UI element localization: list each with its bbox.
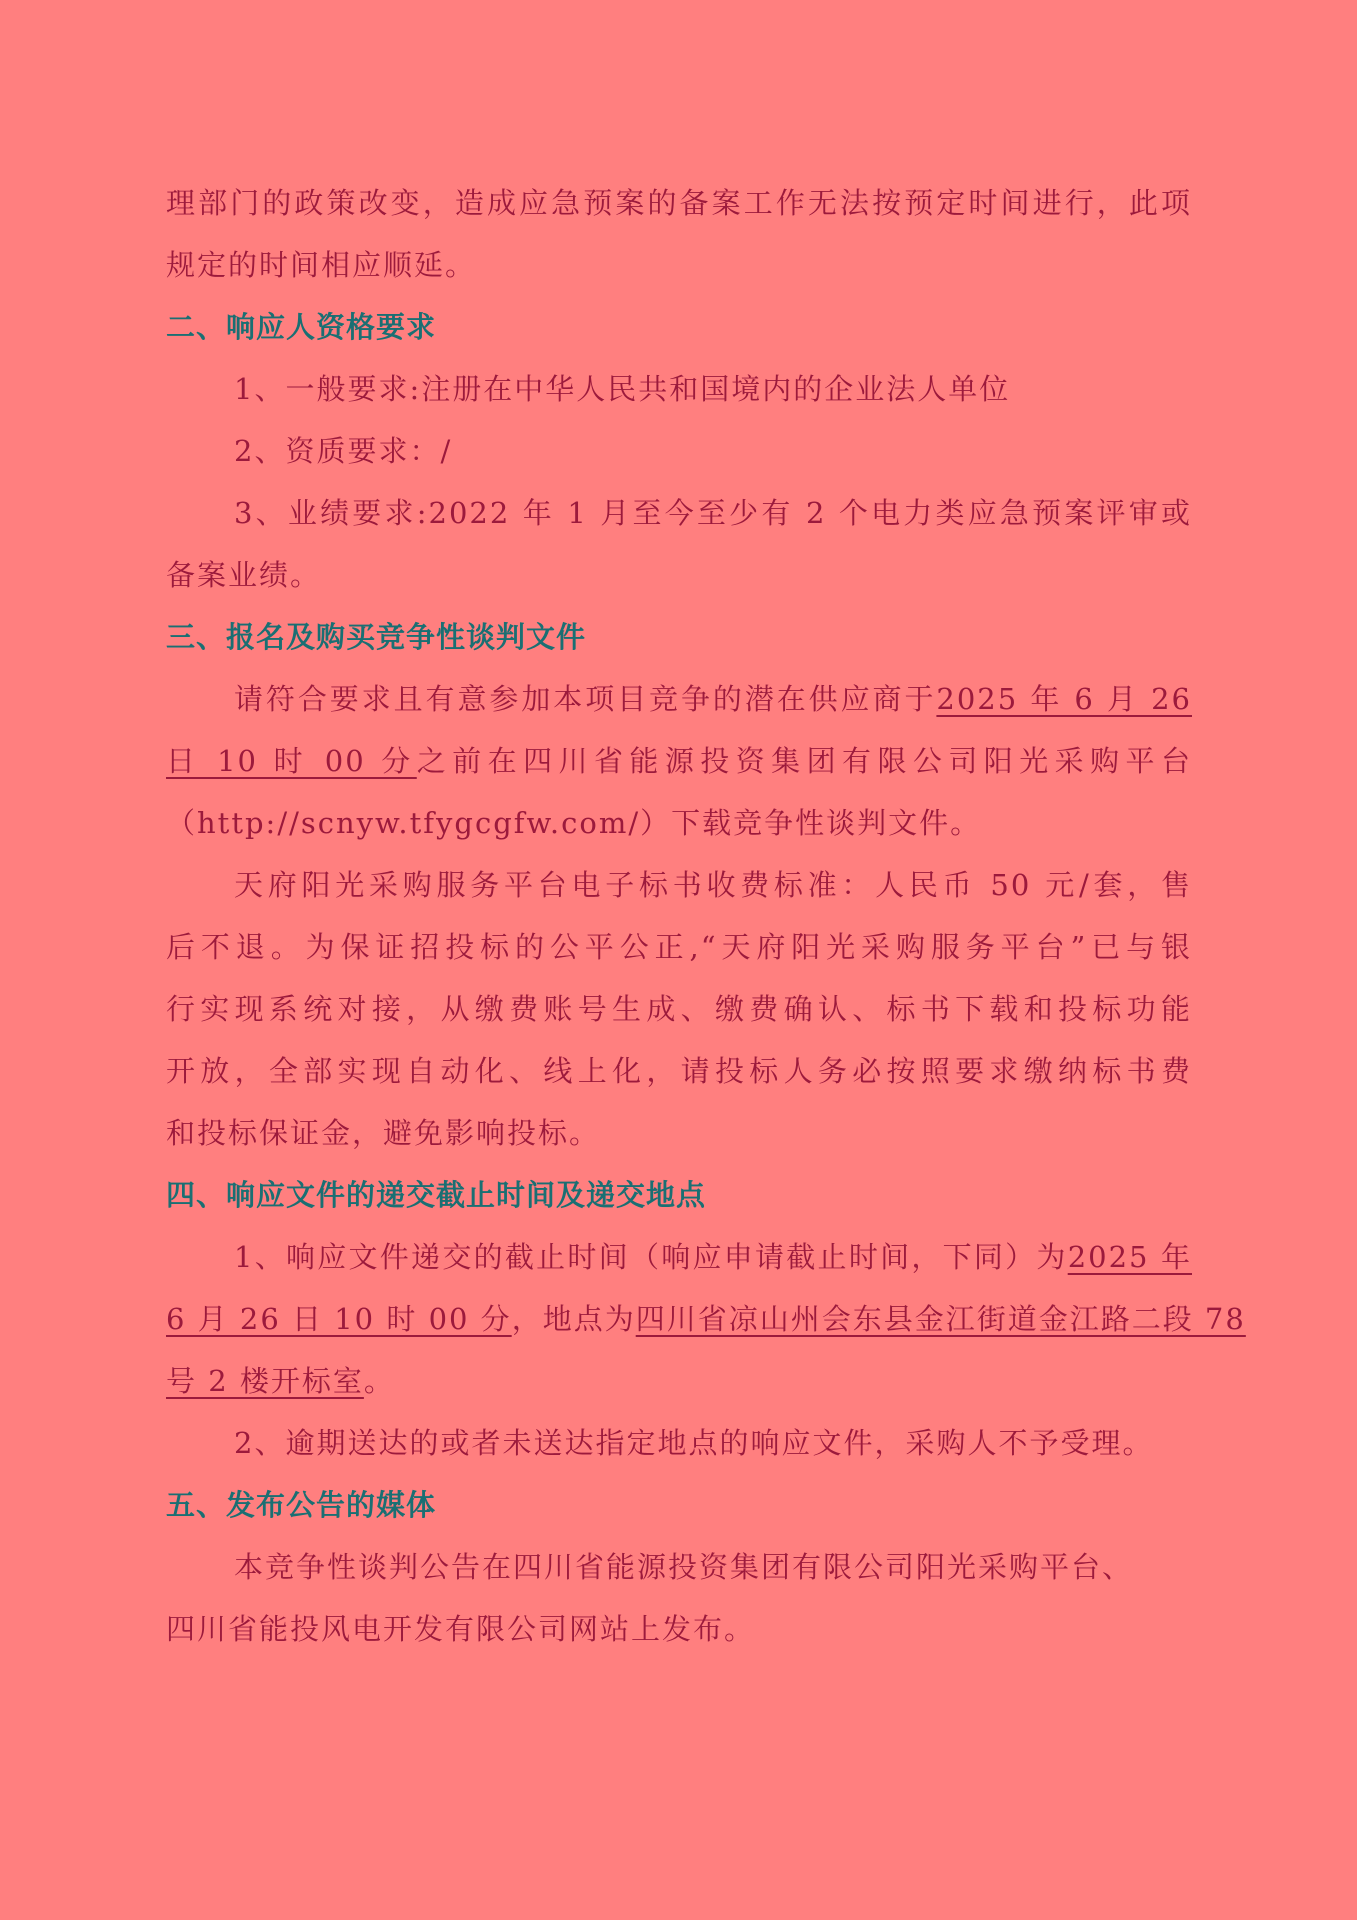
req-performance-2: 备案业绩。	[166, 558, 322, 592]
fee-line-5: 和投标保证金，避免影响投标。	[166, 1116, 601, 1150]
section-2-heading: 二、响应人资格要求	[166, 310, 437, 344]
submit-deadline-year: 2025 年	[1067, 1240, 1192, 1274]
reg-platform-text: 之前在四川省能源投资集团有限公司阳光采购平台	[416, 744, 1192, 778]
submit-deadline-time: 6 月 26 日 10 时 00 分	[166, 1302, 512, 1336]
intro-line-2: 规定的时间相应顺延。	[166, 248, 477, 282]
submit-line-1	[166, 1226, 1192, 1288]
submit-address-1: 四川省凉山州会东县金江街道金江路二段 78	[635, 1302, 1246, 1336]
reg-para-line-3: （http://scnyw.tfygcgfw.com/）下载竞争性谈判文件。	[166, 806, 982, 840]
submit-location-label: ，地点为	[511, 1302, 636, 1336]
media-line-2: 四川省能投风电开发有限公司网站上发布。	[166, 1612, 756, 1646]
fee-line-4: 开放，全部实现自动化、线上化，请投标人务必按照要求缴纳标书费	[166, 1054, 1192, 1088]
media-line-1: 本竞争性谈判公告在四川省能源投资集团有限公司阳光采购平台、	[234, 1550, 1134, 1584]
document-page	[166, 172, 1246, 1660]
fee-line-1: 天府阳光采购服务平台电子标书收费标准：人民币 50 元/套，售	[234, 868, 1192, 902]
req-general: 1、一般要求:注册在中华人民共和国境内的企业法人单位	[234, 372, 1011, 406]
submit-text: 1、响应文件递交的截止时间（响应申请截止时间，下同）为	[234, 1240, 1068, 1274]
submit-line-3	[166, 1350, 1192, 1412]
reg-deadline-date: 2025 年 6 月 26	[936, 682, 1192, 716]
fee-line-3: 行实现系统对接，从缴费账号生成、缴费确认、标书下载和投标功能	[166, 992, 1192, 1026]
submit-period: 。	[363, 1364, 395, 1398]
submit-line-2	[166, 1288, 1246, 1350]
intro-line-1: 理部门的政策改变，造成应急预案的备案工作无法按预定时间进行，此项	[166, 186, 1192, 220]
section-3-heading: 三、报名及购买竞争性谈判文件	[166, 620, 587, 654]
reg-text: 请符合要求且有意参加本项目竞争的潜在供应商于	[234, 682, 937, 716]
reg-deadline-time: 日 10 时 00 分	[166, 744, 417, 778]
late-submission-note: 2、逾期送达的或者未送达指定地点的响应文件，采购人不予受理。	[234, 1426, 1154, 1460]
reg-para-line-2	[166, 730, 1192, 792]
section-4-heading: 四、响应文件的递交截止时间及递交地点	[166, 1178, 707, 1212]
submit-address-2: 号 2 楼开标室	[166, 1364, 364, 1398]
section-5-heading: 五、发布公告的媒体	[166, 1488, 437, 1522]
req-performance-1: 3、业绩要求:2022 年 1 月至今至少有 2 个电力类应急预案评审或	[234, 496, 1192, 530]
reg-para-line-1	[166, 668, 1192, 730]
req-qualification: 2、资质要求：/	[234, 434, 453, 468]
fee-line-2: 后不退。为保证招投标的公平公正,“天府阳光采购服务平台”已与银	[166, 930, 1192, 964]
